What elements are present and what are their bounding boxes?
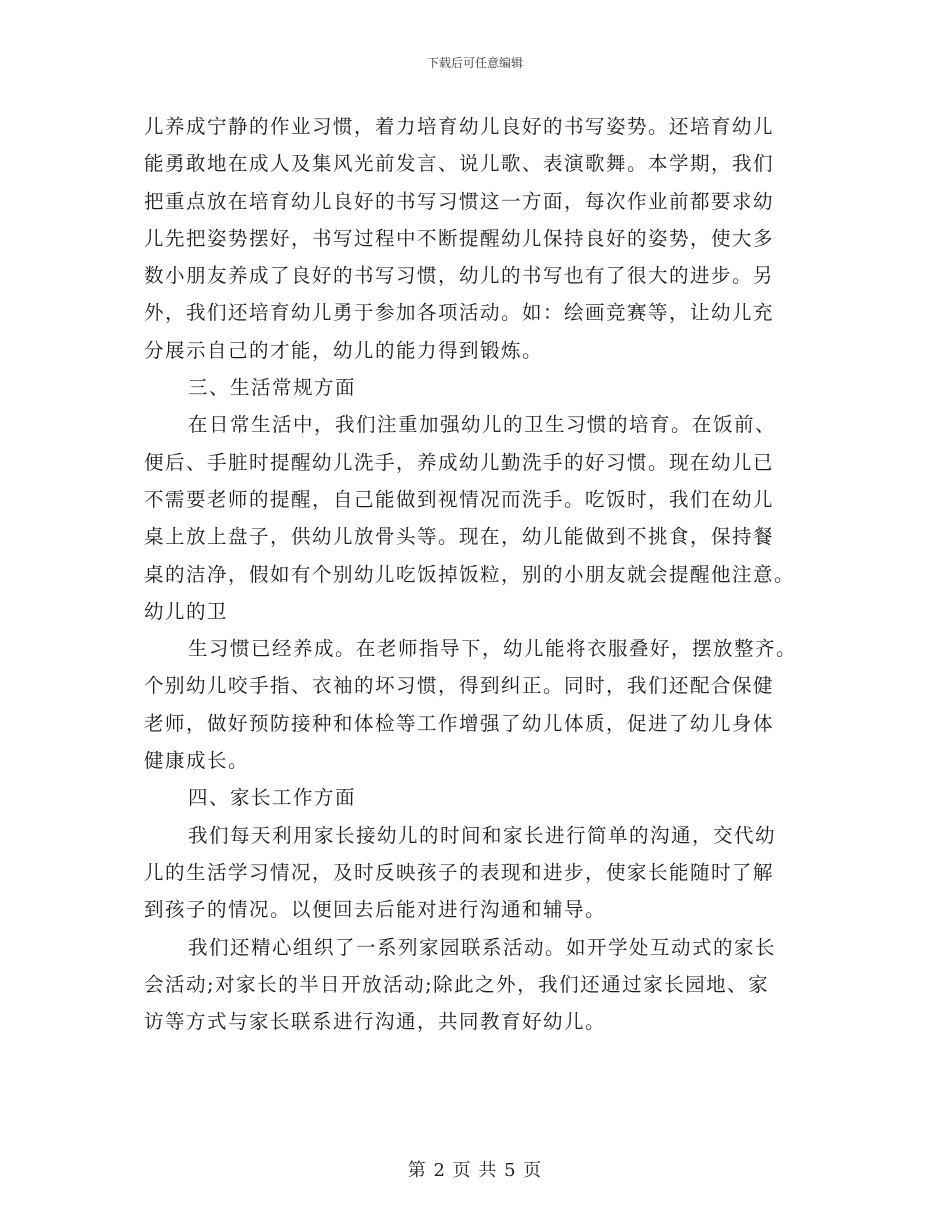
text-line: 个别幼儿咬手指、衣袖的坏习惯，得到纠正。同时，我们还配合保健	[144, 674, 775, 698]
text-line: 桌上放上盘子，供幼儿放骨头等。现在，幼儿能做到不挑食，保持餐	[144, 525, 775, 549]
text-line: 我们每天利用家长接幼儿的时间和家长进行简单的沟通，交代幼	[188, 823, 777, 847]
text-line: 儿养成宁静的作业习惯，着力培育幼儿良好的书写姿势。还培育幼儿	[144, 115, 775, 138]
page-number: 第 2 页 共 5 页	[407, 1160, 543, 1181]
text-line: 数小朋友养成了良好的书写习惯，幼儿的书写也有了很大的进步。另	[144, 264, 775, 288]
text-line: 分展示自己的才能，幼儿的能力得到锻炼。	[144, 338, 544, 362]
section-heading-parent-work: 四、家长工作方面	[188, 786, 357, 810]
text-line: 把重点放在培育幼儿良好的书写习惯这一方面，每次作业前都要求幼	[144, 189, 775, 213]
text-line: 外，我们还培育幼儿勇于参加各项活动。如：绘画竞赛等，让幼儿充	[144, 301, 775, 325]
text-line: 我们还精心组织了一系列家园联系活动。如开学处互动式的家长	[188, 935, 777, 959]
text-line: 幼儿的卫	[144, 599, 229, 623]
text-line: 生习惯已经养成。在老师指导下，幼儿能将衣服叠好，摆放整齐。	[188, 637, 798, 661]
text-line: 在日常生活中，我们注重加强幼儿的卫生习惯的培育。在饭前、	[188, 413, 777, 437]
text-line: 到孩子的情况。以便回去后能对进行沟通和辅导。	[144, 898, 607, 922]
text-line: 不需要老师的提醒，自己能做到视情况而洗手。吃饭时，我们在幼儿	[144, 487, 775, 511]
text-line: 儿的生活学习情况，及时反映孩子的表现和进步，使家长能随时了解	[144, 860, 775, 884]
text-line: 会活动;对家长的半日开放活动;除此之外，我们还通过家长园地、家	[144, 972, 770, 996]
text-line: 能勇敢地在成人及集风光前发言、说儿歌、表演歌舞。本学期，我们	[144, 152, 775, 176]
document-body	[144, 108, 810, 1040]
text-line: 健康成长。	[144, 749, 250, 773]
page-header-note: 下载后可任意编辑	[426, 56, 523, 70]
text-line: 便后、手脏时提醒幼儿洗手，养成幼儿勤洗手的好习惯。现在幼儿已	[144, 450, 775, 474]
text-line: 桌的洁净，假如有个别幼儿吃饭掉饭粒，别的小朋友就会提醒他注意。	[144, 562, 796, 586]
text-line: 访等方式与家长联系进行沟通，共同教育好幼儿。	[144, 1010, 607, 1034]
text-line: 儿先把姿势摆好，书写过程中不断提醒幼儿保持良好的姿势，使大多	[144, 226, 775, 250]
text-line: 老师，做好预防接种和体检等工作增强了幼儿体质，促进了幼儿身体	[144, 711, 775, 735]
section-heading-daily-routine: 三、生活常规方面	[188, 376, 357, 400]
